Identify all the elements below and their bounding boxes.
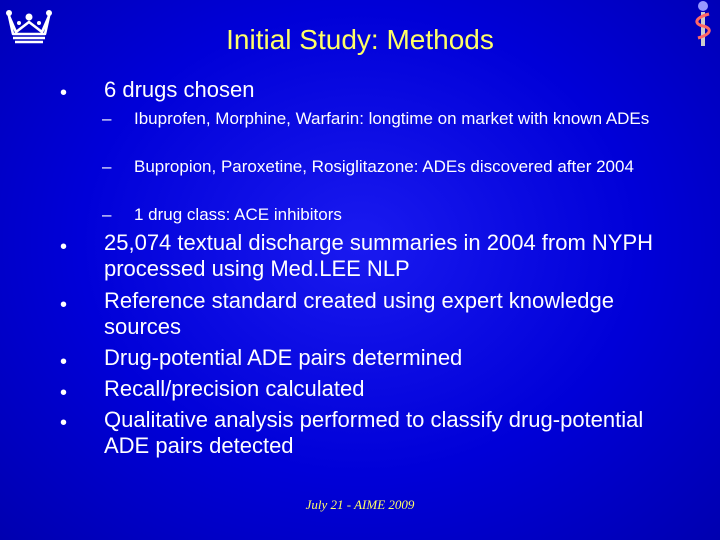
bullet-marker: • (60, 351, 68, 373)
sub-bullet-text: Ibuprofen, Morphine, Warfarin: longtime on market with known ADEs (134, 109, 650, 128)
bullet-text: Qualitative analysis performed to classify drug-potential ADE pairs detected (104, 407, 644, 458)
page-title: Initial Study: Methods (226, 24, 494, 55)
bullet-marker: • (60, 294, 68, 316)
bullet-text: Recall/precision calculated (104, 376, 365, 401)
bullet-marker: • (60, 82, 68, 104)
bullet-marker: • (60, 412, 68, 434)
sub-bullet-text: Bupropion, Paroxetine, Rosiglitazone: ADEs discovered after 2004 (134, 157, 634, 176)
bullet-text: 6 drugs chosen (104, 77, 255, 102)
dash-marker: – (102, 205, 112, 224)
bullet-marker: • (60, 236, 68, 258)
sub-bullet-text: 1 drug class: ACE inhibitors (134, 205, 342, 224)
dash-marker: – (102, 157, 112, 176)
bullet-text: Reference standard created using expert knowledge sources (104, 288, 614, 339)
dash-marker: – (102, 109, 112, 128)
slide-footer: July 21 - AIME 2009 (305, 497, 415, 512)
bullet-text: 25,074 textual discharge summaries in 2004 from NYPH processed using Med.LEE NLP (104, 230, 654, 281)
bullet-text: Drug-potential ADE pairs determined (104, 345, 463, 370)
bullet-marker: • (60, 382, 68, 404)
